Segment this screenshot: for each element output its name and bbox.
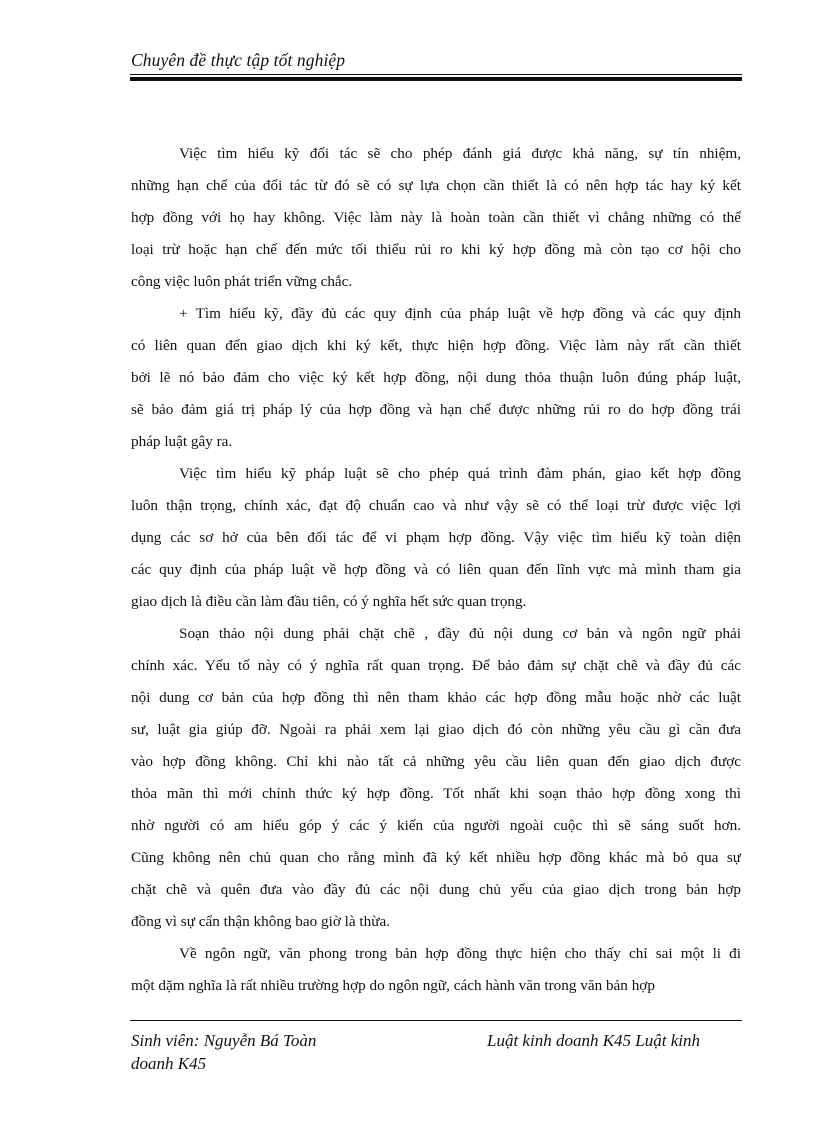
text-line: pháp luật gây ra. — [131, 433, 233, 450]
text-line: Cũng không nên chủ quan cho rằng mình đã ký kết nhiều hợp đồng khác mà bỏ qua sự — [131, 849, 741, 866]
text-line: dụng các sơ hở của bên đối tác để vi phạm hợp đồng. Vậy việc tìm hiểu kỹ toàn diện — [131, 529, 741, 546]
text-line: công việc luôn phát triển vững chắc. — [131, 273, 353, 290]
text-line: loại trừ hoặc hạn chế đến mức tối thiểu rủi ro khi ký hợp đồng mà còn tạo cơ hội cho — [131, 241, 741, 258]
text-line: Về ngôn ngữ, văn phong trong bản hợp đồng thực hiện cho thấy chỉ sai một li đi — [179, 945, 741, 962]
text-line: đồng vì sự cẩn thận không bao giờ là thừa. — [131, 913, 391, 930]
text-line: + Tìm hiểu kỹ, đầy đủ các quy định của pháp luật về hợp đồng và các quy định — [179, 305, 741, 322]
text-line: chính xác. Yếu tố này có ý nghĩa rất quan trọng. Để bảo đảm sự chặt chẽ và đầy đủ các — [131, 657, 741, 674]
text-line: sẽ bảo đảm giá trị pháp lý của hợp đồng và hạn chế được những rủi ro do hợp đồng trái — [131, 401, 741, 418]
header-title: Chuyên đề thực tập tốt nghiệp — [131, 50, 346, 70]
footer-student — [131, 1029, 316, 1075]
text-line: Việc tìm hiểu kỹ đối tác sẽ cho phép đánh giá được khả năng, sự tín nhiệm, — [179, 145, 741, 162]
text-line: Soạn thảo nội dung phải chặt chẽ , đầy đủ nội dung cơ bản và ngôn ngữ phải — [179, 625, 741, 642]
text-line: chặt chẽ và quên đưa vào đầy đủ các nội dung chủ yếu của giao dịch trong bản hợp — [131, 881, 741, 898]
text-line: một dặm nghĩa là rất nhiều trường hợp do ngôn ngữ, cách hành văn trong văn bản hợp — [131, 977, 655, 994]
text-line: nhờ người có am hiểu góp ý các ý kiến của người ngoài cuộc thì sẽ sáng suốt hơn. — [131, 817, 741, 834]
text-line: nội dung cơ bản của hợp đồng thì nên tham khảo các hợp đồng mẫu hoặc nhờ các luật — [131, 689, 741, 706]
text-line: sư, luật gia giúp đỡ. Ngoài ra phải xem lại giao dịch đó còn những yêu cầu gì cần đưa — [131, 721, 741, 738]
text-line: giao dịch là điều cần làm đầu tiên, có ý nghĩa hết sức quan trọng. — [131, 593, 527, 610]
text-line: thỏa mãn thì mới chính thức ký hợp đồng. Tốt nhất khi soạn thảo hợp đồng xong thì — [131, 785, 741, 802]
document-body — [131, 138, 741, 1002]
text-line: Việc tìm hiểu kỹ pháp luật sẽ cho phép quá trình đàm phán, giao kết hợp đồng — [179, 465, 741, 482]
text-line: bởi lẽ nó bảo đảm cho việc ký kết hợp đồng, nội dung thỏa thuận luôn đúng pháp luật, — [131, 369, 741, 386]
footer-student-line1: Sinh viên: Nguyễn Bá Toàn — [131, 1031, 317, 1050]
text-line: có liên quan đến giao dịch khi ký kết, thực hiện hợp đồng. Việc làm này rất cần thiết — [131, 337, 741, 354]
footer-course: Luật kinh doanh K45 Luật kinh — [487, 1031, 700, 1050]
text-line: vào hợp đồng không. Chỉ khi nào tất cả những yêu cầu liên quan đến giao dịch được — [131, 753, 741, 770]
footer-student-line2: doanh K45 — [131, 1054, 207, 1073]
text-line: hợp đồng với họ hay không. Việc làm này là hoàn toàn cần thiết vì chẳng những có thể — [131, 209, 741, 226]
footer-rule — [130, 1020, 742, 1021]
text-line: các quy định của pháp luật về hợp đồng và có liên quan đến lĩnh vực mà mình tham gia — [131, 561, 741, 578]
header-rule-thin — [130, 74, 742, 75]
header-rule-thick — [130, 77, 742, 81]
text-line: luôn thận trọng, chính xác, đạt độ chuẩn cao và như vậy sẽ có thể loại trừ được việc lợi — [131, 497, 741, 514]
text-line: những hạn chế của đối tác từ đó sẽ có sự lựa chọn cần thiết là có nên hợp tác hay ký kết — [131, 177, 741, 194]
